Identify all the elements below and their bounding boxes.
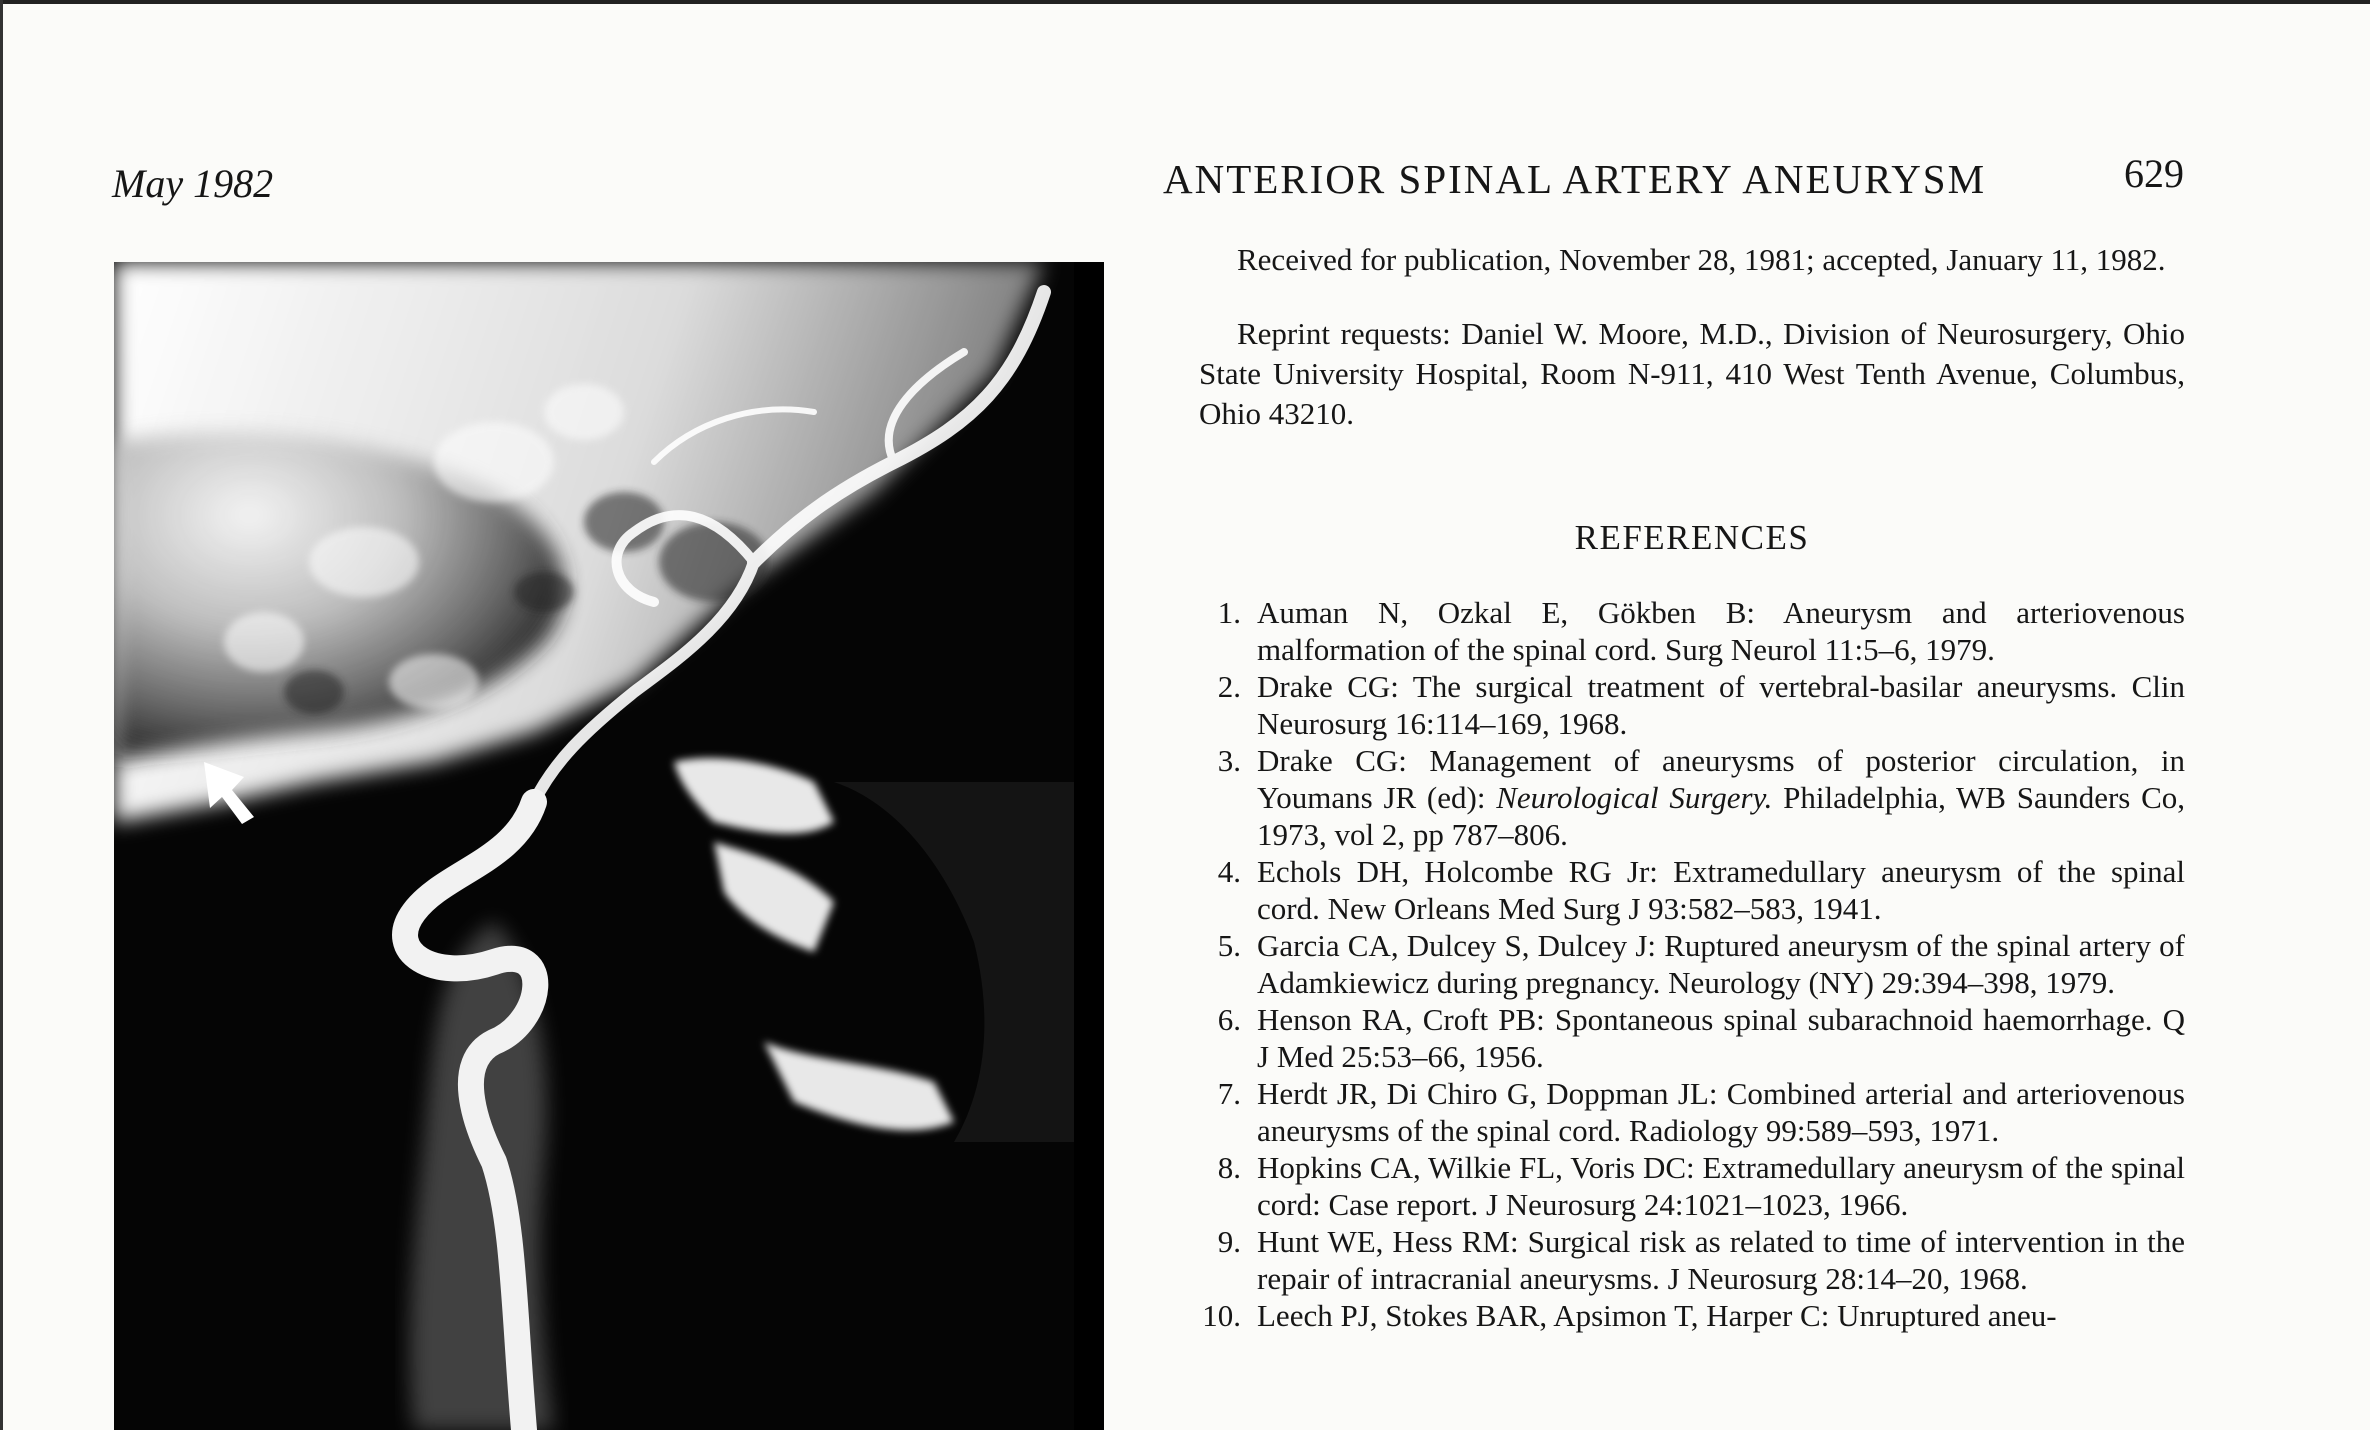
- reference-item: [1199, 927, 2185, 1001]
- left-border: [0, 0, 3, 1430]
- header-date: May 1982: [112, 161, 274, 206]
- reference-item: [1199, 1075, 2185, 1149]
- reference-text: Auman N, Ozkal E, Gökben B: Aneurysm and arteriovenous malformation of the spinal cord. Surg Neurol 11:5–6, 1979.: [1257, 595, 2185, 667]
- received-text: Received for publication, November 28, 1981; accepted, January 11, 1982.: [1237, 242, 2166, 277]
- reference-book-title: Neurological Surgery.: [1496, 780, 1773, 815]
- reference-number: 5.: [1217, 928, 1241, 963]
- reference-number: 7.: [1217, 1076, 1241, 1111]
- reference-item: [1199, 594, 2185, 668]
- received-note: [1199, 240, 2185, 280]
- reference-text: Herdt JR, Di Chiro G, Doppman JL: Combined arterial and arteriovenous aneurysms of the spinal cord. Radiology 99:589–593, 1971.: [1257, 1076, 2185, 1148]
- reference-number: 8.: [1217, 1150, 1241, 1185]
- reference-text: Henson RA, Croft PB: Spontaneous spinal subarachnoid haemorrhage. Q J Med 25:53–66, 1956.: [1257, 1002, 2185, 1074]
- reference-item: [1199, 853, 2185, 927]
- reference-item: [1199, 1223, 2185, 1297]
- reference-text-pre: Drake CG: Management of aneurysms of posterior circulation, in Youmans JR (ed):: [1257, 743, 2185, 815]
- reference-text: Garcia CA, Dulcey S, Dulcey J: Ruptured aneurysm of the spinal artery of Adamkiewicz during pregnancy. Neurology (NY) 29:394–398, 1979.: [1257, 928, 2185, 1000]
- reprint-text: Reprint requests: Daniel W. Moore, M.D., Division of Neurosurgery, Ohio State University Hospital, Room N-911, 410 West Tenth Avenue, Columbus, Ohio 43210.: [1199, 316, 2185, 431]
- reference-item: [1199, 1149, 2185, 1223]
- reference-number: 2.: [1217, 669, 1241, 704]
- top-border: [0, 0, 2370, 4]
- references-heading: REFERENCES: [1574, 518, 1810, 557]
- reference-item: [1199, 668, 2185, 742]
- reference-item: [1199, 1297, 2185, 1334]
- reference-number: 3.: [1217, 743, 1241, 778]
- reference-text: Echols DH, Holcombe RG Jr: Extramedullary aneurysm of the spinal cord. New Orleans Med Surg J 93:582–583, 1941.: [1257, 854, 2185, 926]
- reference-text-post: Philadelphia, WB Saunders Co, 1973, vol 2, pp 787–806.: [1257, 780, 2186, 852]
- reference-text: Leech PJ, Stokes BAR, Apsimon T, Harper C: Unruptured aneu-: [1257, 1298, 2057, 1333]
- reference-text: Hopkins CA, Wilkie FL, Voris DC: Extramedullary aneurysm of the spinal cord: Case report. J Neurosurg 24:1021–1023, 1966.: [1257, 1150, 2185, 1222]
- reference-number: 6.: [1217, 1002, 1241, 1037]
- reference-text: Drake CG: The surgical treatment of vertebral-basilar aneurysms. Clin Neurosurg 16:114–169, 1968.: [1257, 669, 2185, 741]
- reference-item: [1199, 1001, 2185, 1075]
- reference-number: 9.: [1217, 1224, 1241, 1259]
- reference-list: [1199, 594, 2185, 1334]
- reprint-note: [1199, 314, 2185, 434]
- running-title: ANTERIOR SPINAL ARTERY ANEURYSM: [1163, 156, 1987, 202]
- page-number: 629: [2124, 151, 2184, 196]
- reference-text: Hunt WE, Hess RM: Surgical risk as related to time of intervention in the repair of intracranial aneurysms. J Neurosurg 28:14–20, 1968.: [1257, 1224, 2185, 1296]
- reference-number: 4.: [1217, 854, 1241, 889]
- reference-number: 10.: [1202, 1298, 1241, 1333]
- reference-number: 1.: [1217, 595, 1241, 630]
- reference-item: [1199, 742, 2185, 853]
- angiogram-figure: [114, 262, 1104, 1430]
